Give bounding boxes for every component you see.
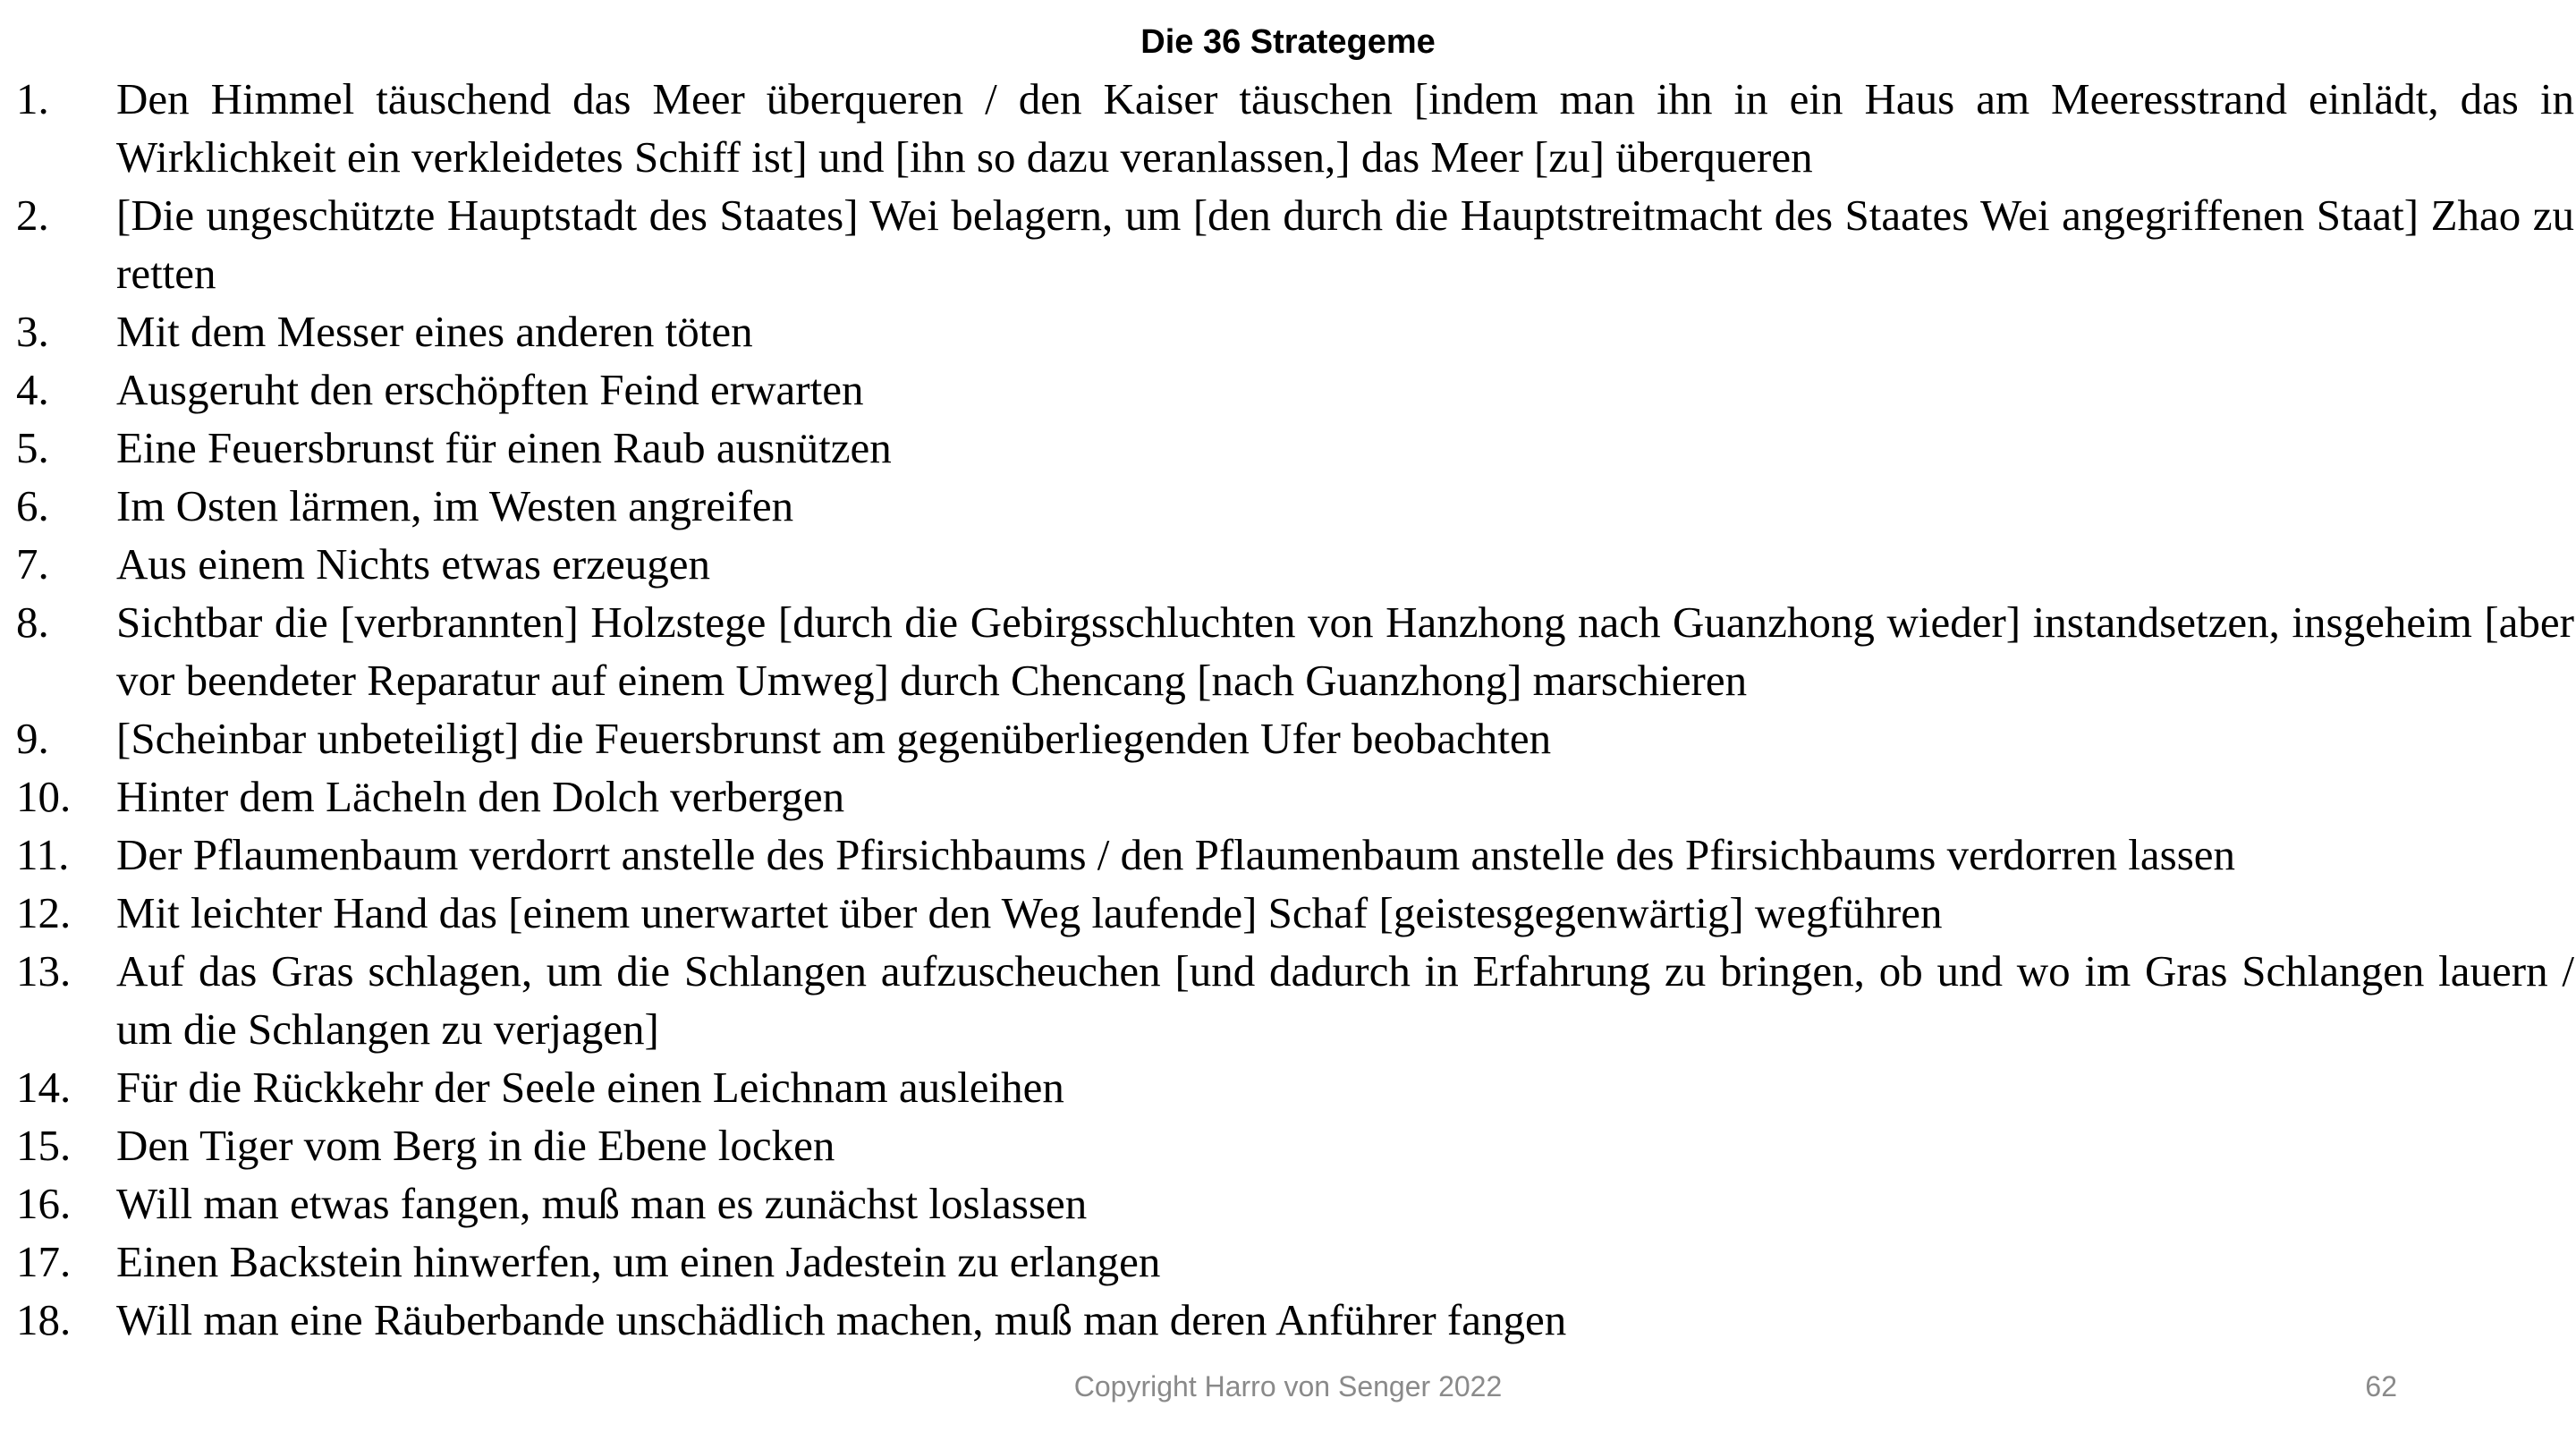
item-number: 5. bbox=[16, 423, 49, 472]
slide-title: Die 36 Strategeme bbox=[1140, 23, 1436, 61]
item-text: Sichtbar die [verbrannten] Holzstege [durch die Gebirgsschluchten von Hanzhong nach Guanzhong wieder] instandsetzen, insgeheim [aber vor beendeter Reparatur auf einem Umweg] durch Chencang [nach Guanzhong] marschieren bbox=[116, 597, 2574, 705]
item-number: 8. bbox=[16, 597, 49, 647]
item-text: Den Himmel täuschend das Meer überqueren / den Kaiser täuschen [indem man ihn in ein Haus am Meeresstrand einlädt, das in Wirklichkeit ein verkleidetes Schiff ist] und [ihn so dazu veranlassen,] das Meer [zu] überqueren bbox=[116, 74, 2574, 182]
page-number: 62 bbox=[2365, 1370, 2397, 1402]
item-text: Den Tiger vom Berg in die Ebene locken bbox=[116, 1121, 835, 1170]
list-item bbox=[16, 360, 2574, 419]
item-number: 17. bbox=[16, 1237, 72, 1286]
item-text: Eine Feuersbrunst für einen Raub ausnützen bbox=[116, 423, 892, 472]
list-item bbox=[16, 477, 2574, 535]
item-text: [Scheinbar unbeteiligt] die Feuersbrunst am gegenüberliegenden Ufer beobachten bbox=[116, 714, 1552, 763]
list-item bbox=[16, 884, 2574, 942]
item-text: Will man eine Räuberbande unschädlich machen, muß man deren Anführer fangen bbox=[116, 1295, 1567, 1344]
list-item bbox=[16, 826, 2574, 884]
item-text: Will man etwas fangen, muß man es zunächst loslassen bbox=[116, 1179, 1088, 1228]
list-item bbox=[16, 1174, 2574, 1233]
item-text: Ausgeruht den erschöpften Feind erwarten bbox=[116, 365, 864, 414]
item-text: Einen Backstein hinwerfen, um einen Jadestein zu erlangen bbox=[116, 1237, 1161, 1286]
list-item bbox=[16, 535, 2574, 593]
item-text: Hinter dem Lächeln den Dolch verbergen bbox=[116, 772, 845, 821]
item-number: 7. bbox=[16, 539, 49, 589]
item-number: 16. bbox=[16, 1179, 72, 1228]
item-number: 9. bbox=[16, 714, 49, 763]
item-number: 3. bbox=[16, 307, 49, 356]
list-item bbox=[16, 709, 2574, 767]
item-number: 1. bbox=[16, 74, 49, 123]
list-item bbox=[16, 186, 2574, 302]
list-item bbox=[16, 419, 2574, 477]
item-text: Für die Rückkehr der Seele einen Leichnam ausleihen bbox=[116, 1063, 1064, 1112]
item-number: 4. bbox=[16, 365, 49, 414]
item-text: [Die ungeschützte Hauptstadt des Staates] Wei belagern, um [den durch die Hauptstreitmacht des Staates Wei angegriffenen Staat] Zhao zu retten bbox=[116, 191, 2574, 298]
item-text: Auf das Gras schlagen, um die Schlangen aufzuscheuchen [und dadurch in Erfahrung zu bringen, ob und wo im Gras Schlangen lauern / um die Schlangen zu verjagen] bbox=[116, 946, 2574, 1054]
item-text: Der Pflaumenbaum verdorrt anstelle des Pfirsichbaums / den Pflaumenbaum anstelle des Pfirsichbaums verdorren lassen bbox=[116, 830, 2236, 879]
item-number: 10. bbox=[16, 772, 72, 821]
list-item bbox=[16, 767, 2574, 826]
item-text: Mit leichter Hand das [einem unerwartet über den Weg laufende] Schaf [geistesgegenwärtig] wegführen bbox=[116, 888, 1943, 937]
item-number: 11. bbox=[16, 830, 70, 879]
list-item bbox=[16, 1291, 2574, 1349]
list-item bbox=[16, 1116, 2574, 1174]
item-number: 6. bbox=[16, 481, 49, 530]
copyright-footer: Copyright Harro von Senger 2022 bbox=[1073, 1370, 1503, 1402]
item-text: Mit dem Messer eines anderen töten bbox=[116, 307, 753, 356]
list-item bbox=[16, 593, 2574, 709]
list-item bbox=[16, 942, 2574, 1058]
list-item bbox=[16, 302, 2574, 360]
item-text: Aus einem Nichts etwas erzeugen bbox=[116, 539, 710, 589]
list-item bbox=[16, 1058, 2574, 1116]
item-number: 18. bbox=[16, 1295, 72, 1344]
item-number: 2. bbox=[16, 191, 49, 240]
strategem-list bbox=[16, 70, 2574, 1349]
list-item bbox=[16, 1233, 2574, 1291]
item-number: 15. bbox=[16, 1121, 72, 1170]
item-number: 14. bbox=[16, 1063, 72, 1112]
item-text: Im Osten lärmen, im Westen angreifen bbox=[116, 481, 794, 530]
item-number: 12. bbox=[16, 888, 72, 937]
list-item bbox=[16, 70, 2574, 186]
item-number: 13. bbox=[16, 946, 72, 996]
